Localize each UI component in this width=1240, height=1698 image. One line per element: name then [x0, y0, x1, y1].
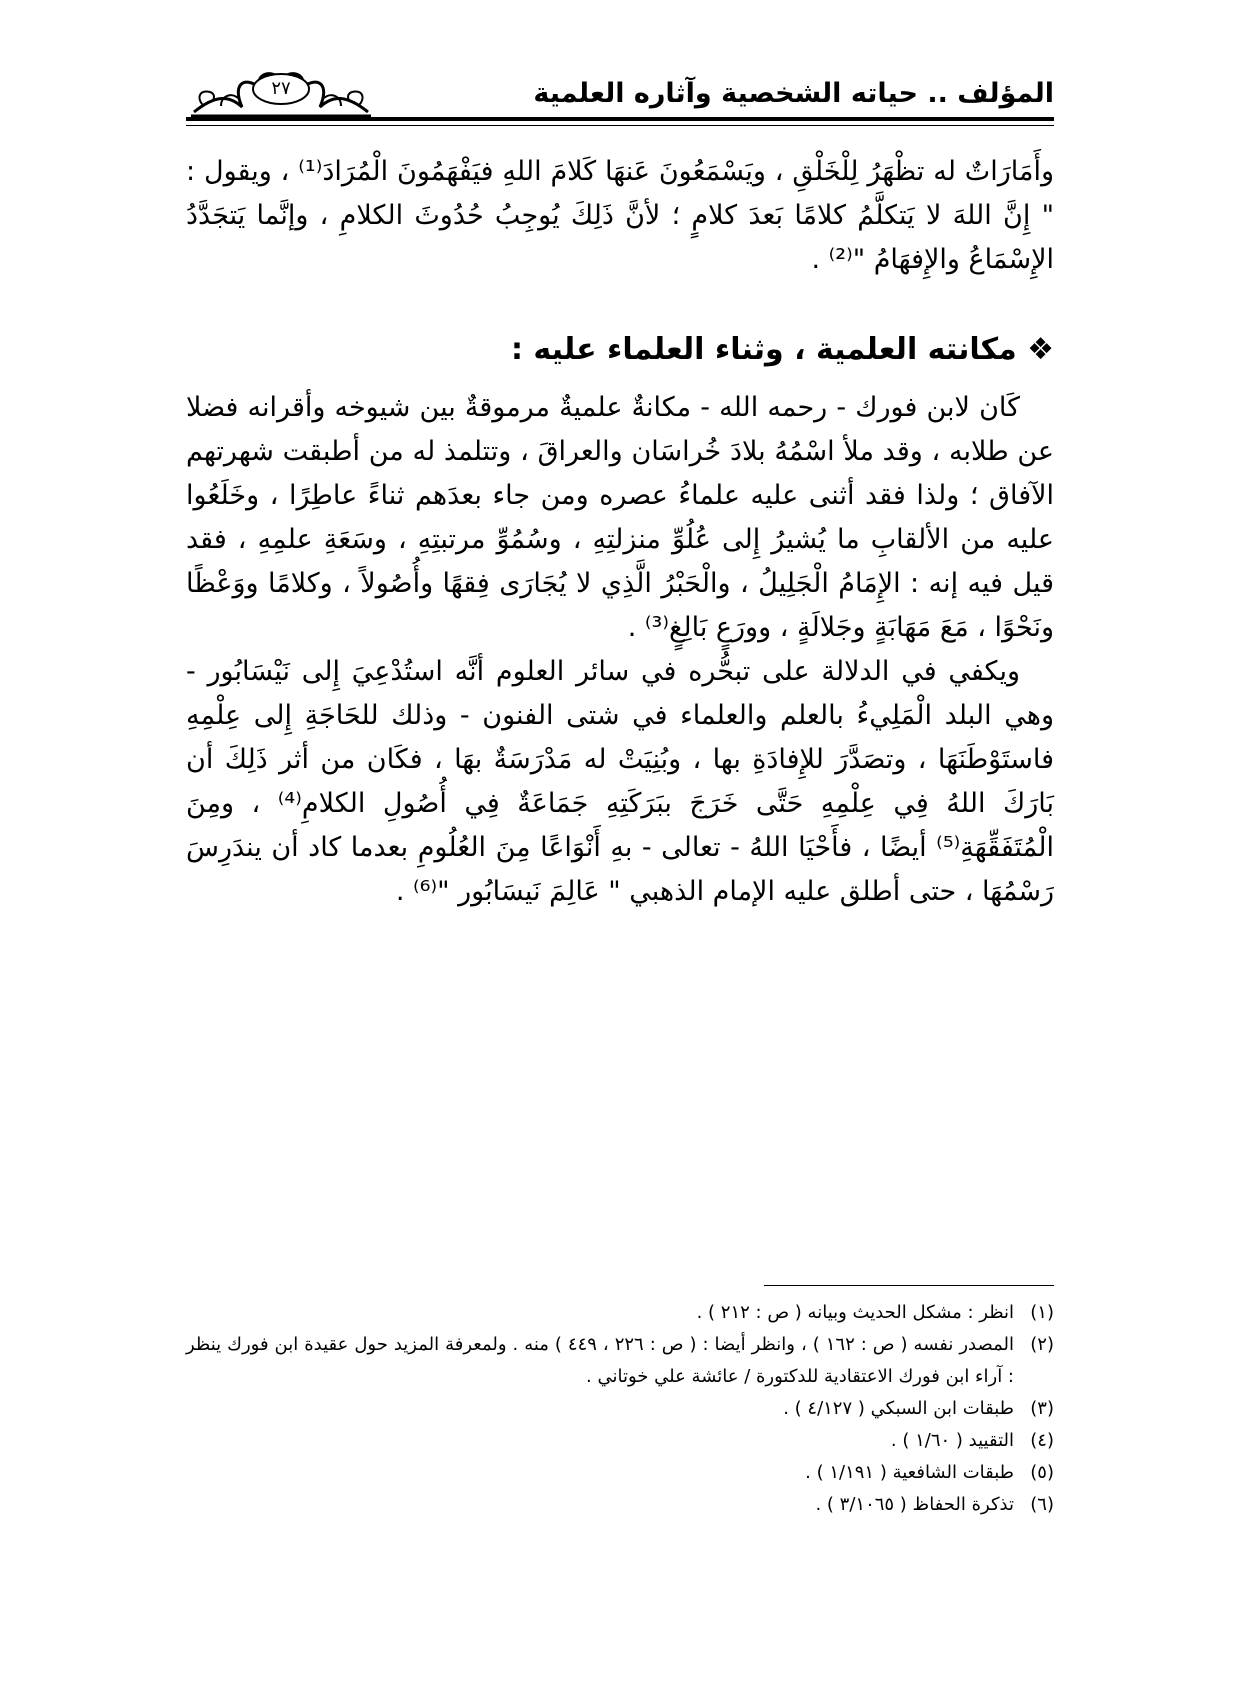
header-thick-divider — [186, 117, 1054, 121]
footnote-text: التقييد ( ١/٦٠ ) . — [890, 1430, 1014, 1451]
running-header-title: المؤلف .. حياته الشخصية وآثاره العلمية — [533, 78, 1054, 109]
footnote-text: انظر : مشكل الحديث وبيانه ( ص : ٢١٢ ) . — [696, 1302, 1014, 1323]
footnote-number: (٤) — [1030, 1430, 1054, 1451]
footnote-divider — [764, 1285, 1054, 1286]
footnote-number: (١) — [1030, 1302, 1054, 1323]
nishapur-paragraph: ويكفي في الدلالة على تبحُّره في سائر العلوم أنَّه استُدْعِيَ إِلى نَيْسَابُور - وهي البلد الْمَلِيءُ بالعلم والعلماء في شتى الفنون - وذلك للحَاجَةِ إِلى عِلْمِهِ فاستَوْطَنَهَا ، وتصَدَّرَ للإِفادَةِ بها ، وبُنِيَتْ له مَدْرَسَةٌ بهَا ، فكَان من أثر ذَلِكَ أن بَارَكَ اللهُ فِي عِلْمِهِ حَتَّى خَرَجَ ببَرَكَتِهِ جَمَاعَةٌ فِي أُصُولِ الكلامِ⁽⁴⁾ ، ومِنَ الْمُتَفَقِّهَةِ⁽⁵⁾ أيضًا ، فأَحْيَا اللهُ - تعالى - بهِ أَنْوَاعًا مِنَ العُلُومِ بعدما كاد أن يندَرِسَ رَسْمُهَا ، حتى أطلق عليه الإمام الذهبي " عَالِمَ نَيسَابُور "⁽⁶⁾ . — [186, 656, 1054, 907]
scholarly-status-paragraph: كَان لابن فورك - رحمه الله - مكانةٌ علميةٌ مرموقةٌ بين شيوخه وأقرانه فضلا عن طلابه ، وقد ملأ اسْمُهُ بلادَ خُراسَان والعراقَ ، وتتلمذ له من أطبقت شهرتهم الآفاق ؛ ولذا فقد أثنى عليه علماءُ عصره ومن جاء بعدَهم ثناءً عاطِرًا ، وخَلَعُوا عليه من الألقابِ ما يُشيرُ إِلى عُلُوِّ منزلتِهِ ، وسُمُوِّ مرتبتِهِ ، وسَعَةِ علمِهِ ، فقد قيل فيه إنه : الإِمَامُ الْجَلِيلُ ، والْحَبْرُ الَّذِي لا يُجَارَى فِقهًا وأُصُولاً ، وكلامًا ووَعْظًا ونَحْوًا ، مَعَ مَهَابَةٍ وجَلالَةٍ ، وورَعٍ بَالِغٍ⁽³⁾ . — [186, 392, 1054, 643]
footnote — [186, 1329, 1054, 1393]
page-header — [186, 64, 1054, 142]
footnotes — [186, 1297, 1054, 1521]
footnote-text: طبقات الشافعية ( ١/١٩١ ) . — [805, 1462, 1014, 1483]
main-text — [186, 150, 1054, 914]
footnote-number: (٥) — [1030, 1462, 1054, 1483]
footnote — [186, 1489, 1054, 1521]
header-thin-divider — [186, 125, 1054, 126]
section-heading: ❖ مكانته العلمية ، وثناء العلماء عليه : — [510, 332, 1054, 367]
footnote-text: تذكرة الحفاظ ( ٣/١٠٦٥ ) . — [815, 1494, 1014, 1515]
footnote-text: المصدر نفسه ( ص : ١٦٢ ) ، وانظر أيضا : ( ص : ٢٢٦ ، ٤٤٩ ) منه . ولمعرفة المزيد حول عقيدة ابن فورك ينظر : آراء ابن فورك الاعتقادية للدكتورة / عائشة علي خوتاني . — [186, 1334, 1014, 1387]
footnote — [186, 1393, 1054, 1425]
footnote-number: (٣) — [1030, 1398, 1054, 1419]
footnote — [186, 1297, 1054, 1329]
footnote — [186, 1425, 1054, 1457]
footnote-number: (٢) — [1030, 1334, 1054, 1355]
opening-paragraph: وأَمَارَاتٌ له تظْهَرُ لِلْخَلْقِ ، ويَسْمَعُونَ عَنهَا كَلامَ اللهِ فيَفْهَمُونَ الْمُرَادَ⁽¹⁾ ، ويقول : " إِنَّ اللهَ لا يَتكلَّمُ كلامًا بَعدَ كلامٍ ؛ لأنَّ ذَلِكَ يُوجِبُ حُدُوثَ الكلامِ ، وإنَّما يَتجَدَّدُ الإِسْمَاعُ والإِفهَامُ "⁽²⁾ . — [186, 156, 1054, 275]
footnote-text: طبقات ابن السبكي ( ٤/١٢٧ ) . — [783, 1398, 1014, 1419]
page-number: ٢٧ — [271, 78, 291, 99]
footnote — [186, 1457, 1054, 1489]
footnote-number: (٦) — [1030, 1494, 1054, 1515]
